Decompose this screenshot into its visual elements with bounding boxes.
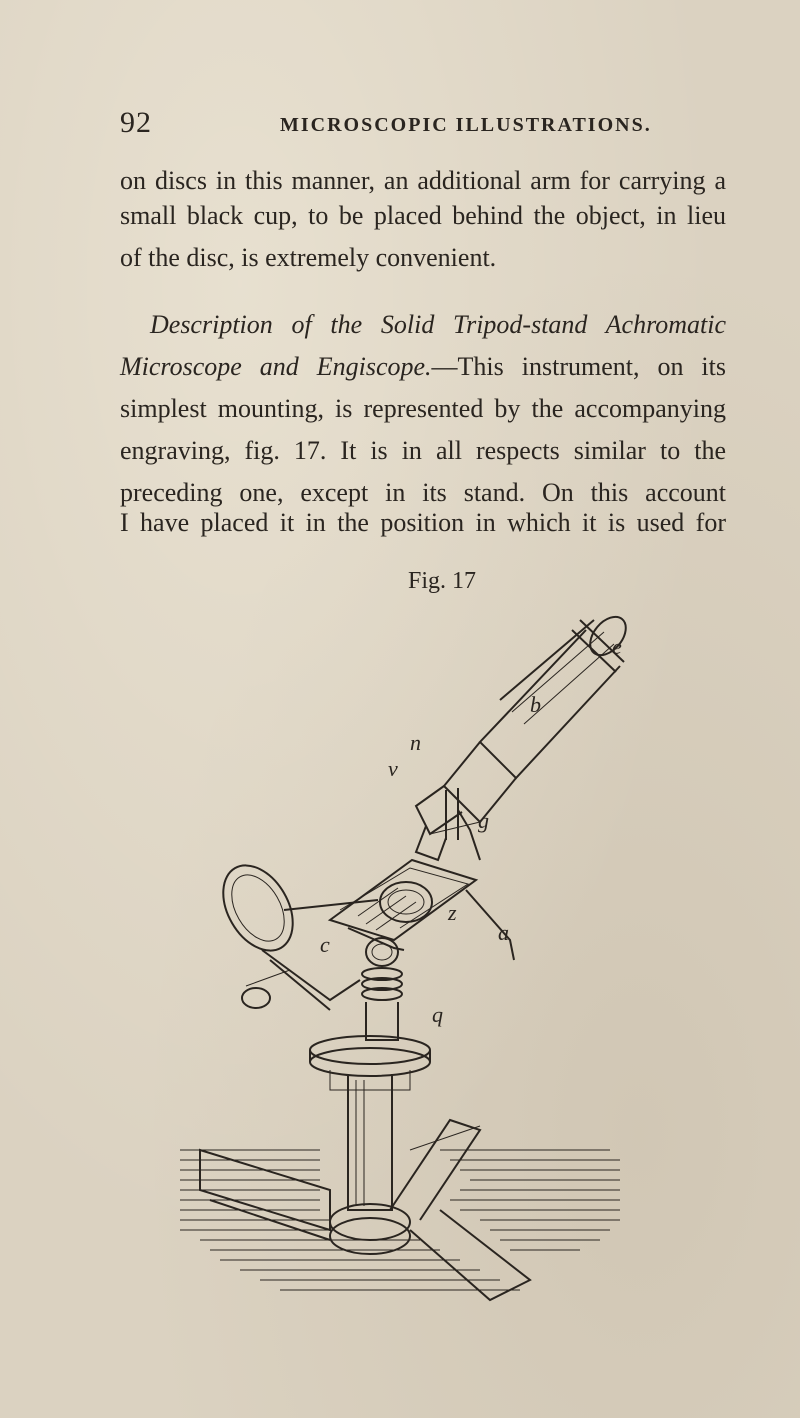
page-header bbox=[120, 106, 680, 142]
paragraph-1-line-3: of the disc, is extremely convenient. bbox=[120, 243, 497, 272]
eyepiece bbox=[572, 610, 633, 672]
section-title-roman: —This instrument, on its bbox=[431, 352, 726, 381]
paragraph-2-line-4: I have placed it in the position in which it is used for bbox=[120, 508, 726, 537]
paragraph-2-line-3: preceding one, except in its stand. On this account bbox=[120, 478, 726, 507]
column bbox=[348, 1074, 392, 1210]
label-q: q bbox=[432, 1002, 443, 1027]
condenser bbox=[362, 938, 402, 1040]
label-e: e bbox=[612, 634, 622, 659]
table-shading bbox=[180, 1150, 620, 1290]
objective bbox=[416, 786, 480, 860]
section-title-line-1: Description of the Solid Tripod-stand Achromatic bbox=[150, 310, 726, 339]
label-v: v bbox=[388, 756, 398, 781]
label-z: z bbox=[448, 900, 457, 925]
collar bbox=[310, 1036, 430, 1090]
figure-caption: Fig. 17 bbox=[408, 568, 477, 594]
page-number: 92 bbox=[120, 106, 152, 139]
running-head: MICROSCOPIC ILLUSTRATIONS. bbox=[280, 114, 652, 136]
mirror bbox=[209, 853, 378, 1010]
paragraph-1-line-1: on discs in this manner, an additional arm for carrying a bbox=[120, 166, 726, 195]
label-a: a bbox=[498, 920, 509, 945]
label-g: g bbox=[478, 808, 489, 833]
label-b: b bbox=[530, 692, 541, 717]
section-title-italic: Microscope and Engiscope. bbox=[120, 352, 432, 381]
paragraph-2-line-1: simplest mounting, is represented by the accompanying bbox=[120, 394, 726, 423]
label-c: c bbox=[320, 932, 330, 957]
microscope-engraving bbox=[180, 590, 640, 1310]
paragraph-2-line-2: engraving, fig. 17. It is in all respects similar to the bbox=[120, 436, 726, 465]
section-title-line-2 bbox=[120, 354, 726, 380]
paragraph-1-line-2: small black cup, to be placed behind the object, in lieu bbox=[120, 201, 726, 230]
label-n: n bbox=[410, 730, 421, 755]
